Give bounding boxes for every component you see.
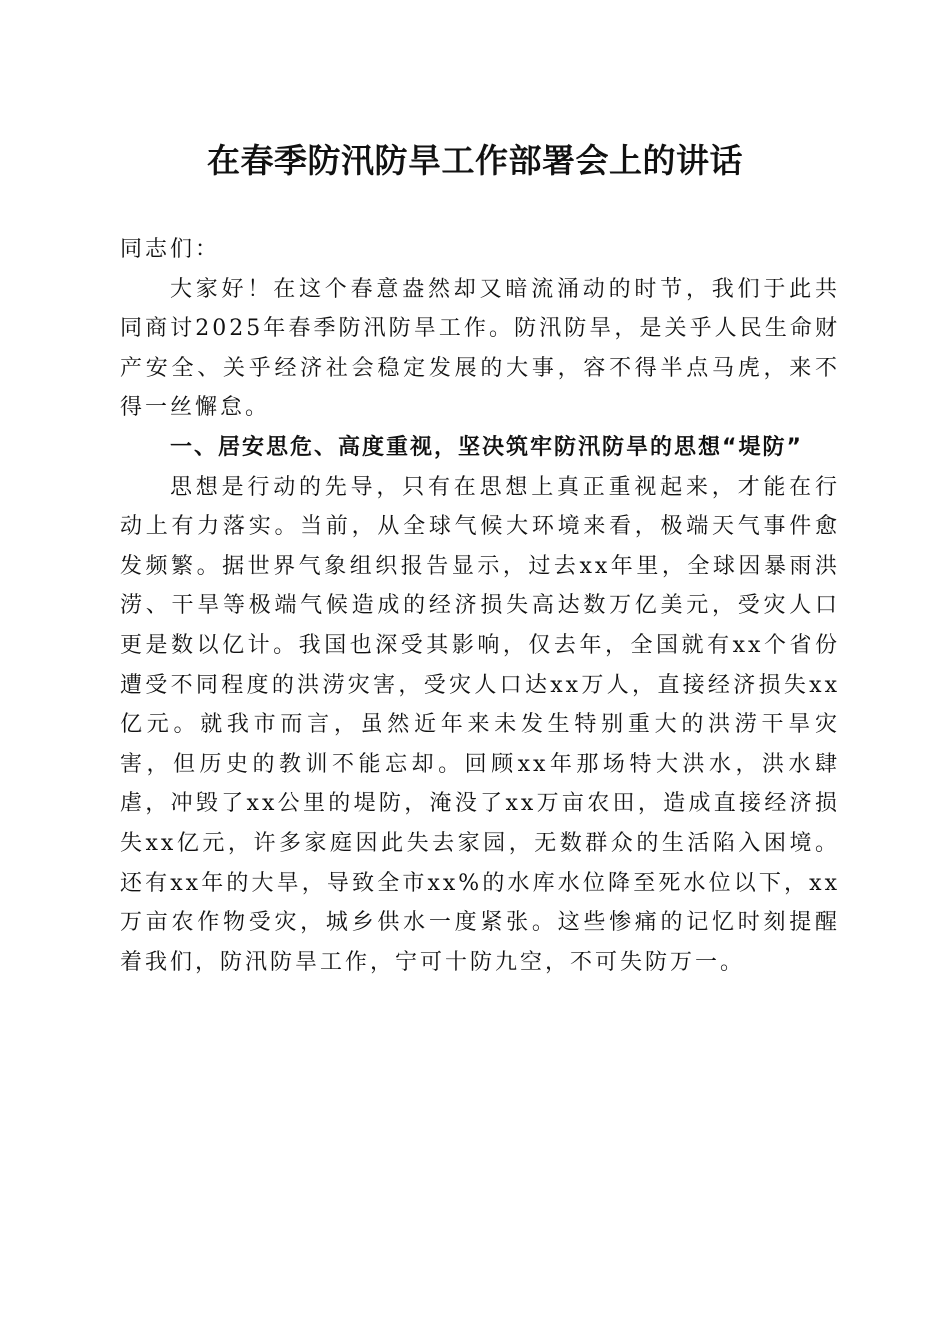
salutation: 同志们： xyxy=(120,237,221,262)
section-body-paragraph: 思想是行动的先导，只有在思想上真正重视起来，才能在行动上有力落实。当前，从全球气候大环境来看，极端天气事件愈发频繁。据世界气象组织报告显示，过去xx年里，全球因暴雨洪涝、干旱等极端气候造成的经济损失高达数万亿美元，受灾人口更是数以亿计。我国也深受其影响，仅去年，全国就有xx个省份遭受不同程度的洪涝灾害，受灾人口达xx万人，直接经济损失xx亿元。就我市而言，虽然近年来未发生特别重大的洪涝干旱灾害，但历史的教训不能忘却。回顾xx年那场特大洪水，洪水肆虐，冲毁了xx公里的堤防，淹没了xx万亩农田，造成直接经济损失xx亿元，许多家庭因此失去家园，无数群众的生活陷入困境。还有xx年的大旱，导致全市xx%的水库水位降至死水位以下，xx万亩农作物受灾，城乡供水一度紧张。这些惨痛的记忆时刻提醒着我们，防汛防旱工作，宁可十防九空，不可失防万一。 xyxy=(120,474,840,975)
section-heading: 一、居安思危、高度重视，坚决筑牢防汛防旱的思想“堤防” xyxy=(170,434,803,460)
document-title: 在春季防汛防旱工作部署会上的讲话 xyxy=(207,141,743,180)
document-body xyxy=(120,230,840,982)
intro-paragraph: 大家好！在这个春意盎然却又暗流涌动的时节，我们于此共同商讨2025年春季防汛防旱工作。防汛防旱，是关乎人民生命财产安全、关乎经济社会稳定发展的大事，容不得半点马虎，来不得一丝懈怠。 xyxy=(120,276,840,421)
